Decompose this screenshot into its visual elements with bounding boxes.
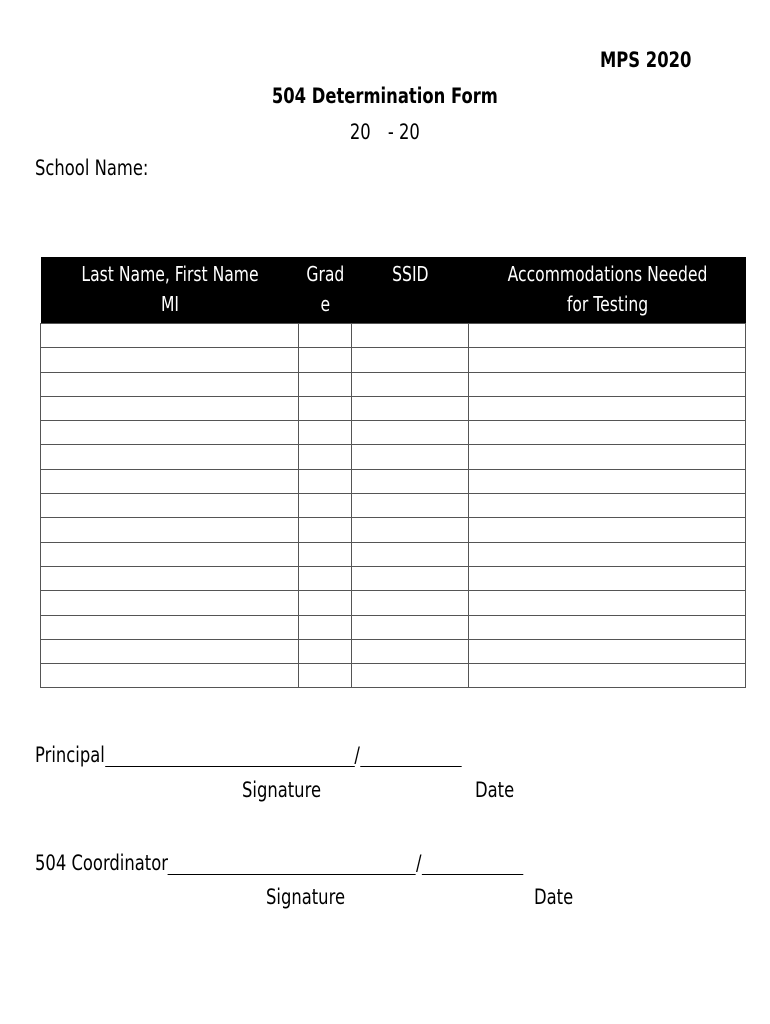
table-row	[41, 445, 746, 469]
coordinator-signature-caption: Signature	[266, 885, 346, 909]
principal-date-field[interactable]	[360, 742, 461, 767]
name-cell[interactable]	[41, 615, 299, 639]
school-name-field	[35, 156, 180, 180]
ssid-cell[interactable]	[352, 566, 469, 590]
grade-cell[interactable]	[299, 421, 352, 445]
accommodations-cell[interactable]	[469, 324, 746, 348]
ssid-cell[interactable]	[352, 396, 469, 420]
table-header-row	[41, 257, 746, 324]
ssid-cell[interactable]	[352, 664, 469, 688]
table-row	[41, 494, 746, 518]
table-row	[41, 518, 746, 542]
table-row	[41, 348, 746, 372]
principal-signature-field[interactable]	[105, 742, 355, 767]
ssid-cell[interactable]	[352, 324, 469, 348]
principal-signature-caption: Signature	[242, 778, 322, 802]
coordinator-signature-field[interactable]	[168, 850, 416, 875]
name-cell[interactable]	[41, 421, 299, 445]
accommodations-cell[interactable]	[469, 421, 746, 445]
table-row	[41, 542, 746, 566]
grade-cell[interactable]	[299, 445, 352, 469]
grade-cell[interactable]	[299, 591, 352, 615]
name-cell[interactable]	[41, 639, 299, 663]
accommodations-cell[interactable]	[469, 664, 746, 688]
name-cell[interactable]	[41, 494, 299, 518]
column-header-accommodations: Accommodations Needed for Testing	[469, 257, 746, 324]
ssid-cell[interactable]	[352, 542, 469, 566]
name-cell[interactable]	[41, 566, 299, 590]
grade-cell[interactable]	[299, 664, 352, 688]
table-row	[41, 421, 746, 445]
accommodations-cell[interactable]	[469, 542, 746, 566]
accommodations-cell[interactable]	[469, 518, 746, 542]
name-cell[interactable]	[41, 396, 299, 420]
accommodations-cell[interactable]	[469, 348, 746, 372]
name-cell[interactable]	[41, 664, 299, 688]
name-cell[interactable]	[41, 445, 299, 469]
year-start: 20	[350, 120, 371, 144]
coordinator-line-group	[35, 850, 523, 875]
principal-signature-line	[35, 742, 582, 767]
coordinator-label: 504 Coordinator	[35, 851, 168, 875]
ssid-cell[interactable]	[352, 494, 469, 518]
grade-cell[interactable]	[299, 348, 352, 372]
table-row	[41, 664, 746, 688]
accommodations-cell[interactable]	[469, 566, 746, 590]
grade-cell[interactable]	[299, 518, 352, 542]
grade-cell[interactable]	[299, 639, 352, 663]
name-cell[interactable]	[41, 372, 299, 396]
ssid-cell[interactable]	[352, 615, 469, 639]
ssid-cell[interactable]	[352, 469, 469, 493]
ssid-cell[interactable]	[352, 445, 469, 469]
school-year-text	[350, 120, 420, 144]
grade-cell[interactable]	[299, 396, 352, 420]
school-year-range	[285, 120, 485, 144]
principal-separator: /	[354, 743, 360, 767]
form-title	[160, 84, 610, 108]
table-row	[41, 372, 746, 396]
document-code-text: MPS 2020	[600, 48, 692, 72]
grade-cell[interactable]	[299, 494, 352, 518]
table-row	[41, 591, 746, 615]
name-cell[interactable]	[41, 324, 299, 348]
ssid-cell[interactable]	[352, 591, 469, 615]
name-cell[interactable]	[41, 348, 299, 372]
table-row	[41, 469, 746, 493]
year-end: - 20	[388, 120, 420, 144]
coordinator-separator: /	[415, 851, 422, 875]
table-row	[41, 615, 746, 639]
ssid-cell[interactable]	[352, 372, 469, 396]
accommodations-cell[interactable]	[469, 396, 746, 420]
column-header-ssid: SSID	[352, 257, 469, 324]
accommodations-cell[interactable]	[469, 372, 746, 396]
coordinator-date-caption: Date	[534, 885, 574, 909]
coordinator-signature-line	[35, 850, 661, 875]
principal-label: Principal	[35, 743, 105, 767]
principal-line-group	[35, 742, 461, 767]
ssid-cell[interactable]	[352, 348, 469, 372]
grade-cell[interactable]	[299, 324, 352, 348]
coordinator-date-field[interactable]	[422, 850, 523, 875]
accommodations-cell[interactable]	[469, 445, 746, 469]
name-cell[interactable]	[41, 518, 299, 542]
name-cell[interactable]	[41, 591, 299, 615]
ssid-cell[interactable]	[352, 639, 469, 663]
name-cell[interactable]	[41, 542, 299, 566]
document-code	[600, 48, 730, 72]
accommodations-cell[interactable]	[469, 494, 746, 518]
grade-cell[interactable]	[299, 372, 352, 396]
accommodations-cell[interactable]	[469, 469, 746, 493]
form-title-text: 504 Determination Form	[271, 84, 499, 108]
ssid-cell[interactable]	[352, 421, 469, 445]
grade-cell[interactable]	[299, 542, 352, 566]
name-cell[interactable]	[41, 469, 299, 493]
grade-cell[interactable]	[299, 566, 352, 590]
table-row	[41, 324, 746, 348]
column-header-grade: Grad e	[299, 257, 352, 324]
grade-cell[interactable]	[299, 469, 352, 493]
column-header-name: Last Name, First Name MI	[41, 257, 299, 324]
table-row	[41, 639, 746, 663]
grade-cell[interactable]	[299, 615, 352, 639]
student-roster-table	[40, 257, 746, 688]
accommodations-cell[interactable]	[469, 591, 746, 615]
table-row	[41, 396, 746, 420]
school-name-label: School Name:	[35, 156, 149, 180]
accommodations-cell[interactable]	[469, 639, 746, 663]
table-body	[41, 324, 746, 688]
principal-date-caption: Date	[475, 778, 515, 802]
accommodations-cell[interactable]	[469, 615, 746, 639]
table-row	[41, 566, 746, 590]
ssid-cell[interactable]	[352, 518, 469, 542]
